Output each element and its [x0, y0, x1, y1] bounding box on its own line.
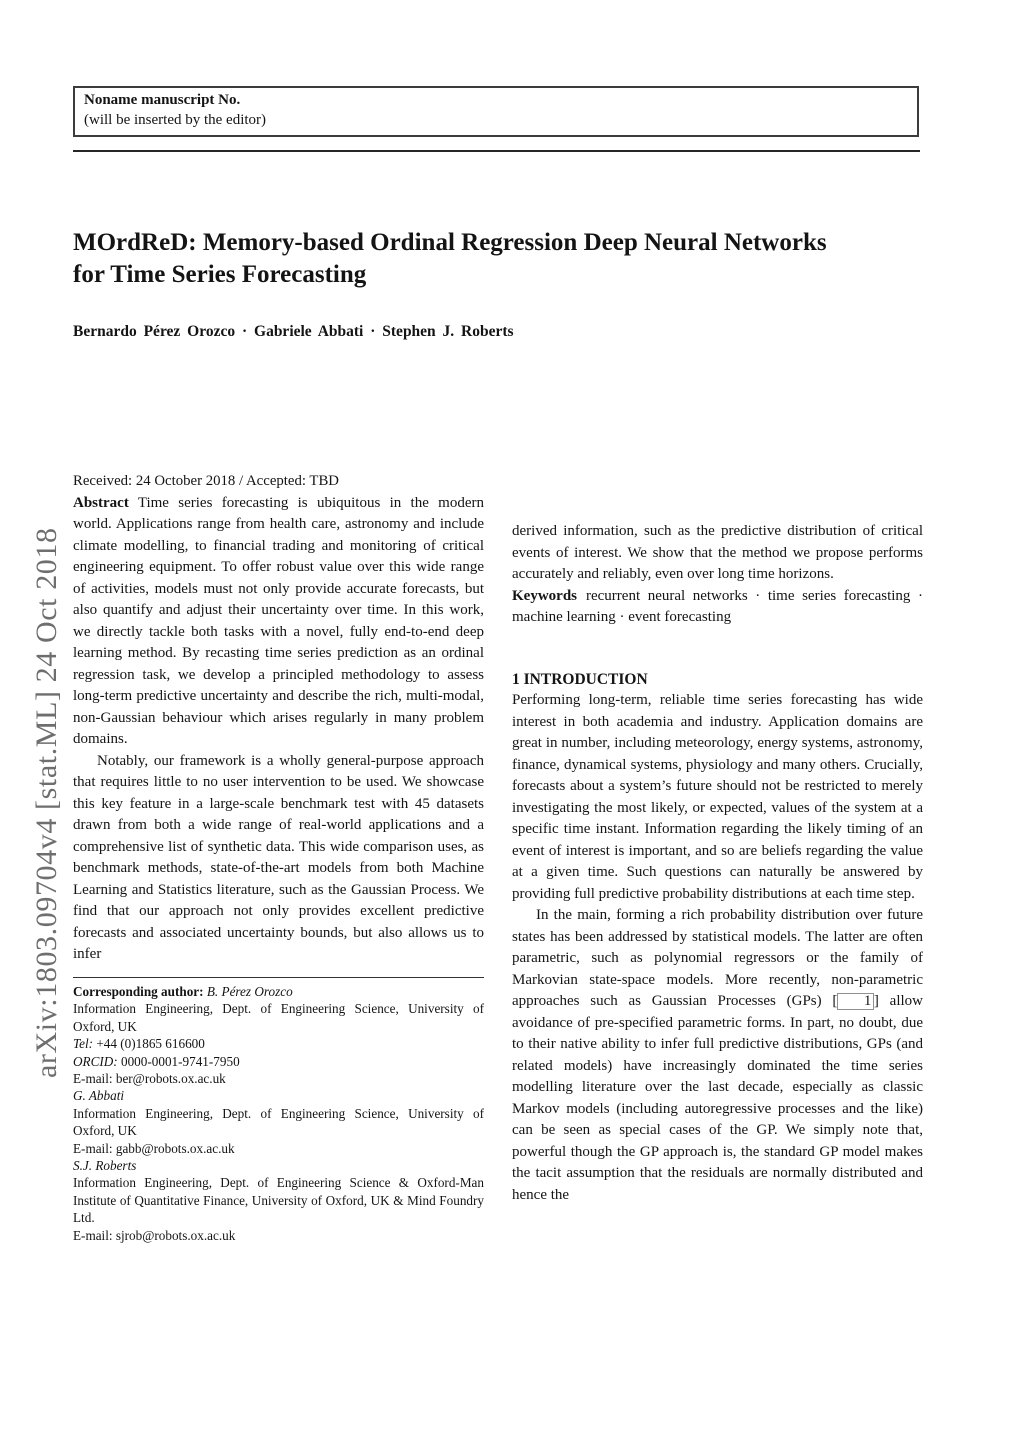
- paper-title-line: for Time Series Forecasting: [73, 260, 367, 288]
- footnote-text-run: Information Engineering, Dept. of Engineering Science & Oxford-Man Institute of Quantitative Finance, University of Oxford, UK & Mind Foundry Ltd.: [73, 1175, 484, 1226]
- footnote-text-run: ORCID:: [73, 1053, 121, 1069]
- manuscript-no-line: Noname manuscript No.: [84, 92, 241, 108]
- intro-paragraph-2: [512, 905, 923, 1206]
- section-heading-introduction: 1 INTRODUCTION: [512, 670, 648, 688]
- footnote-row: [73, 1140, 484, 1157]
- abstract-label: Abstract: [73, 494, 129, 511]
- footnote-row: [73, 1070, 484, 1087]
- footnote-row: [73, 1000, 484, 1035]
- citation-link-1[interactable]: 1: [837, 993, 874, 1010]
- abstract-paragraph-2: Notably, our framework is a wholly general-purpose approach that requires little to no user intervention to be used. We showcase this key feature in a large-scale benchmark test with 45 datasets drawn from both a wide range of real-world applications and a comprehensive list of synthetic data. This wide comparison uses, as benchmark methods, state-of-the-art models from both Machine Learning and Statistics literature, such as the Gaussian Process. We find that our approach not only provides excellent predictive forecasts and associated uncertainty bounds, but also allows us to infer: [73, 752, 484, 962]
- footnotes-block: [73, 983, 484, 1244]
- abstract-continuation: derived information, such as the predictive distribution of critical events of interest. We show that the method we propose performs accurately and reliably, even over long time horizons.: [512, 523, 923, 582]
- footnote-text-run: Information Engineering, Dept. of Engineering Science, University of Oxford, UK: [73, 1001, 484, 1034]
- arxiv-watermark: arXiv:1803.09704v4 [stat.ML] 24 Oct 2018: [30, 527, 63, 1078]
- footnote-text-run: Corresponding author:: [73, 984, 207, 999]
- authors-line: Bernardo Pérez Orozco · Gabriele Abbati · Stephen J. Roberts: [73, 323, 514, 340]
- paper-title: [73, 227, 933, 290]
- right-column: [512, 521, 923, 1206]
- abstract-paragraph-1-text: Time series forecasting is ubiquitous in the modern world. Applications range from health care, astronomy and include climate modelling, to financial trading and monitoring of critical engineering equipment. To offer robust value over this wide range of activities, models must not only provide accurate forecasts, but also quantify and adjust their uncertainty over time. In this work, we directly tackle both tasks with a novel, fully end-to-end deep learning method. By recasting time series prediction as an ordinal regression task, we develop a principled methodology to assess long-term predictive uncertainty and describe the rich, multi-modal, non-Gaussian behaviour which arises regularly in many problem domains.: [73, 494, 484, 747]
- intro-paragraph-1: Performing long-term, reliable time series forecasting has wide interest in both academia and industry. Application domains are great in number, including meteorology, energy systems, astronomy, finance, dynamical systems, physiology and many others. Crucially, forecasts about a system’s future should not be restricted to merely investigating the most likely, or expected, values of the system at a specific time instant. Information regarding the likely timing of an event of interest is important, and so are beliefs regarding the value at a given time. Such questions can naturally be answered by providing full predictive probability distributions at each time step.: [512, 692, 923, 902]
- intro-paragraph-2-text-pre: In the main, forming a rich probability distribution over future states has been addressed by statistical models. The latter are often parametric, such as polynomial regressors or the family of Markovian state-space models. More recently, non-parametric approaches such as Gaussian Processes (GPs) [: [512, 907, 923, 1009]
- footnote-row: [73, 1157, 484, 1174]
- footnote-row: [73, 1053, 484, 1070]
- footnote-text-run: E-mail: sjrob@robots.ox.ac.uk: [73, 1227, 236, 1243]
- footnote-row: [73, 1105, 484, 1140]
- keywords-label: Keywords: [512, 587, 577, 604]
- footnote-text-run: E-mail: ber@robots.ox.ac.uk: [73, 1071, 226, 1087]
- footnote-text-run: G. Abbati: [73, 1088, 125, 1104]
- footnote-rule: [73, 977, 484, 979]
- footnote-text-run: E-mail: gabb@robots.ox.ac.uk: [73, 1140, 235, 1156]
- abstract-paragraph-1: [73, 493, 484, 751]
- footnote-text-run: +44 (0)1865 616600: [96, 1036, 205, 1052]
- footnote-text-run: S.J. Roberts: [73, 1158, 137, 1174]
- left-column: [73, 471, 484, 1244]
- footnote-text-run: 0000-0001-9741-7950: [120, 1053, 240, 1069]
- keywords-text: recurrent neural networks · time series forecasting · machine learning · event forecasting: [512, 587, 923, 625]
- footnote-text-run: B. Pérez Orozco: [206, 984, 293, 999]
- footnote-row: [73, 1227, 484, 1244]
- footnote-text-run: Tel:: [73, 1036, 97, 1052]
- keywords-block: [512, 586, 923, 629]
- footnote-row: [73, 1035, 484, 1052]
- received-accepted-line: Received: 24 October 2018 / Accepted: TBD: [73, 473, 339, 489]
- header-rule: [73, 150, 920, 152]
- paper-title-line: MOrdReD: Memory-based Ordinal Regression Deep Neural Networks: [73, 229, 827, 256]
- editor-note-line: (will be inserted by the editor): [84, 111, 267, 128]
- footnote-text-run: Information Engineering, Dept. of Engineering Science, University of Oxford, UK: [73, 1105, 484, 1139]
- manuscript-header-box: [73, 86, 919, 137]
- footnote-row: [73, 1174, 484, 1226]
- intro-paragraph-2-text-post: ] allow avoidance of pre-specified parametric forms. In part, no doubt, due to their native ability to infer full predictive distributions, GPs (and related models) have increasingly dominated the time series modelling literature over the last decade, especially as classic Markov models (including autoregressive processes and the like) can be seen as special cases of the GP. We simply note that, powerful though the GP approach is, the standard GP model makes the tacit assumption that the residuals are normally distributed and hence the: [512, 993, 923, 1203]
- footnote-row: [73, 1087, 484, 1104]
- footnote-row: [73, 983, 484, 1000]
